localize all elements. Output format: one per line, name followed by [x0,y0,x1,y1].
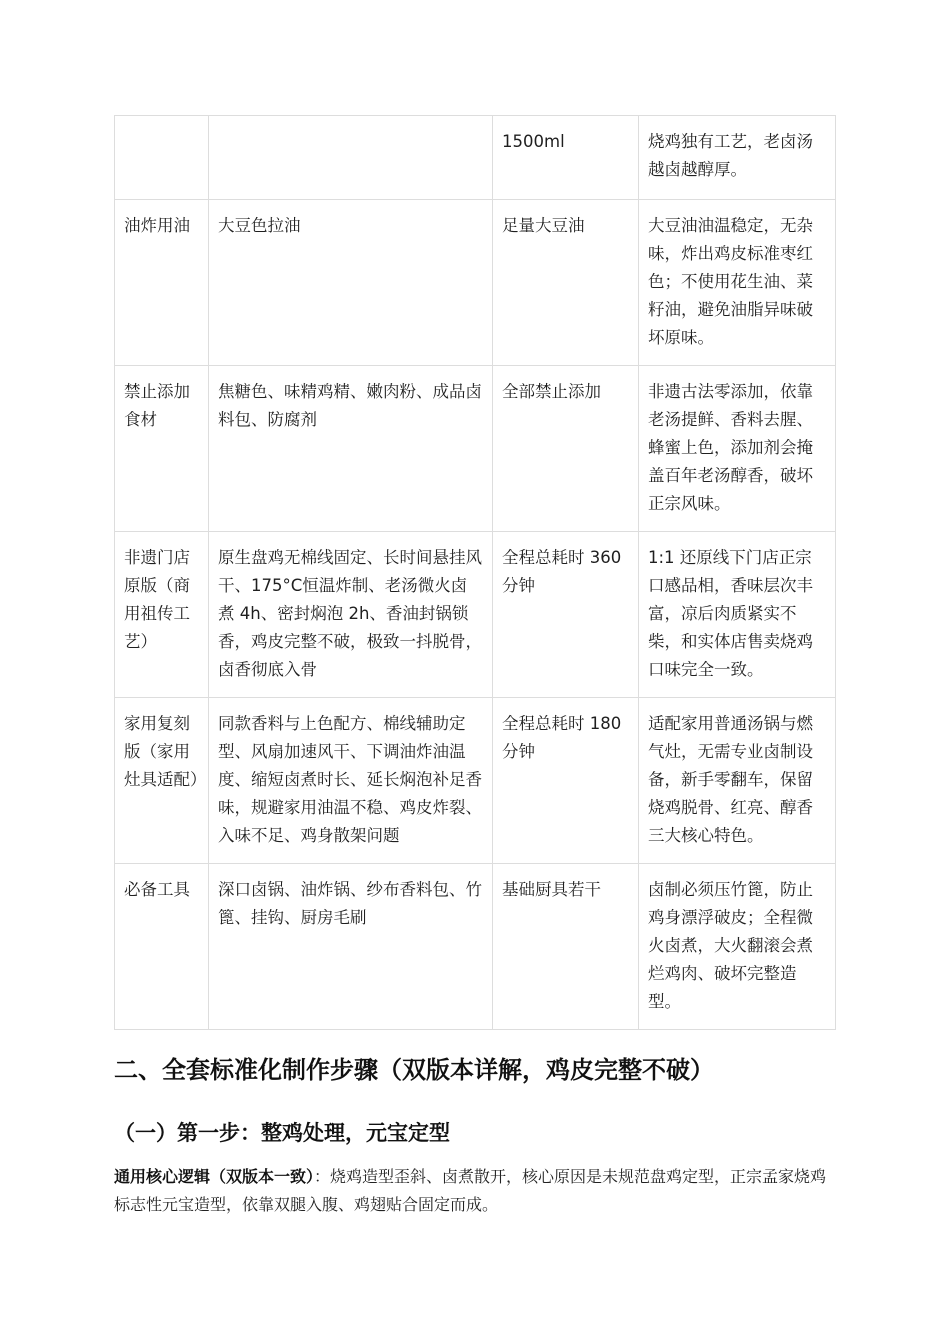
table-cell [115,116,209,200]
table-cell: 禁止添加食材 [115,366,209,532]
table-row [115,116,836,200]
table-cell [209,116,493,200]
table-row [115,532,836,698]
table-cell: 全部禁止添加 [493,366,639,532]
paragraph-lead: 通用核心逻辑（双版本一致） [114,1167,315,1186]
table-cell: 足量大豆油 [493,200,639,366]
table-cell: 大豆色拉油 [209,200,493,366]
subsection-heading: （一）第一步：整鸡处理，元宝定型 [114,1121,450,1145]
table-cell: 适配家用普通汤锅与燃气灶，无需专业卤制设备，新手零翻车，保留烧鸡脱骨、红亮、醇香三大核心特色。 [639,698,836,864]
table-row [115,864,836,1030]
table-cell: 原生盘鸡无棉线固定、长时间悬挂风干、175°C恒温炸制、老汤微火卤煮 4h、密封焖泡 2h、香油封锅锁香，鸡皮完整不破，极致一抖脱骨，卤香彻底入骨 [209,532,493,698]
table-cell: 全程总耗时 180 分钟 [493,698,639,864]
table-cell: 全程总耗时 360 分钟 [493,532,639,698]
table-cell: 非遗门店原版（商用祖传工艺） [115,532,209,698]
table-cell: 基础厨具若干 [493,864,639,1030]
paragraph-text: ：烧鸡造型歪斜、卤煮散开，核心原因是未规范盘鸡定型，正宗孟家烧鸡标志性元宝造型，依靠双腿入腹、鸡翅贴合固定而成。 [114,1167,827,1214]
body-paragraph [114,1163,836,1219]
section-heading: 二、全套标准化制作步骤（双版本详解，鸡皮完整不破） [114,1056,714,1084]
table-cell: 非遗古法零添加，依靠老汤提鲜、香料去腥、蜂蜜上色，添加剂会掩盖百年老汤醇香，破坏正宗风味。 [639,366,836,532]
table-cell: 卤制必须压竹篦，防止鸡身漂浮破皮；全程微火卤煮，大火翻滚会煮烂鸡肉、破坏完整造型。 [639,864,836,1030]
table-cell: 深口卤锅、油炸锅、纱布香料包、竹篦、挂钩、厨房毛刷 [209,864,493,1030]
table-row [115,698,836,864]
table-cell: 家用复刻版（家用灶具适配） [115,698,209,864]
table-cell: 烧鸡独有工艺，老卤汤越卤越醇厚。 [639,116,836,200]
table-cell: 1500ml [493,116,639,200]
table-cell: 必备工具 [115,864,209,1030]
ingredient-spec-table [114,115,836,1030]
table-row [115,366,836,532]
table-cell: 油炸用油 [115,200,209,366]
table-row [115,200,836,366]
table-cell: 焦糖色、味精鸡精、嫩肉粉、成品卤料包、防腐剂 [209,366,493,532]
table-cell: 大豆油油温稳定，无杂味，炸出鸡皮标准枣红色；不使用花生油、菜籽油，避免油脂异味破坏原味。 [639,200,836,366]
table-cell: 同款香料与上色配方、棉线辅助定型、风扇加速风干、下调油炸油温度、缩短卤煮时长、延长焖泡补足香味，规避家用油温不稳、鸡皮炸裂、入味不足、鸡身散架问题 [209,698,493,864]
table-cell: 1:1 还原线下门店正宗口感品相，香味层次丰富，凉后肉质紧实不柴，和实体店售卖烧鸡口味完全一致。 [639,532,836,698]
